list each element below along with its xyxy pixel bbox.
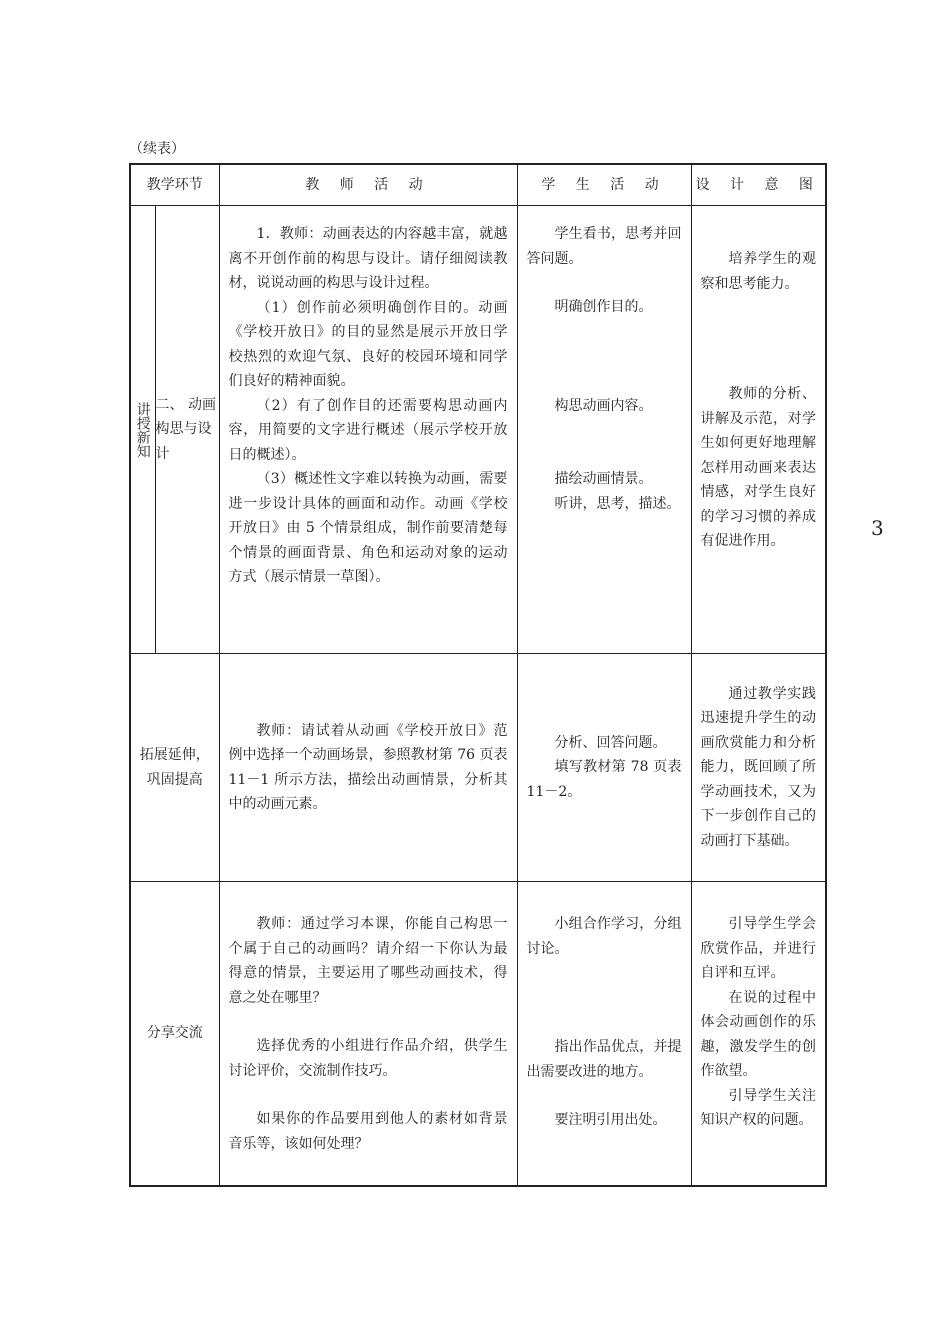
section-1-intent	[691, 206, 826, 654]
header-student: 学 生 活 动	[517, 164, 691, 206]
page-number: 3	[871, 516, 884, 540]
s2-intent-p1: 通过教学实践迅速提升学生的动画欣赏能力和分析能力，既回顾了所学动画技术，又为下一步创作自己的动画打下基础。	[700, 685, 816, 849]
section-3-student	[517, 882, 691, 1186]
s3-intent-p3: 引导学生关注知识产权的问题。	[700, 1087, 816, 1128]
s1-student-p1: 学生看书，思考并回答问题。	[526, 226, 682, 267]
s3-teacher-p3: 如果你的作品要用到他人的素材如背景音乐等，该如何处理？	[228, 1111, 508, 1152]
section-2-label: 拓展延伸，巩固提高	[130, 654, 219, 882]
header-stage: 教学环节	[130, 164, 219, 206]
section-2-intent	[691, 654, 826, 882]
section-2-teacher	[219, 654, 517, 882]
header-row	[130, 164, 826, 206]
section-row-1	[130, 206, 826, 654]
s2-student-p1: 分析、回答问题。	[554, 734, 667, 751]
s2-student-p2: 填写教材第 78 页表 11－2。	[526, 759, 682, 800]
section-row-3	[130, 882, 826, 1186]
section-3-label: 分享交流	[130, 882, 219, 1186]
section-1-label-text: 讲授新知	[134, 401, 151, 458]
s1-teacher-p1: 1．教师：动画表达的内容越丰富，就越离不开创作前的构思与设计。请仔细阅读教材，说说动画的构思与设计过程。	[228, 226, 508, 291]
table-caption: （续表）	[129, 141, 185, 157]
s1-student-p3: 构思动画内容。	[554, 397, 653, 414]
lesson-plan-table	[129, 163, 827, 1187]
header-teacher: 教 师 活 动	[219, 164, 517, 206]
s1-student-p4: 描绘动画情景。	[554, 471, 653, 487]
s1-teacher-p2: （1）创作前必须明确创作目的。动画《学校开放日》的目的显然是展示开放日学校热烈的欢迎气氛、良好的校园环境和同学们良好的精神面貌。	[228, 299, 508, 389]
s3-intent-p2: 在说的过程中体会动画创作的乐趣，激发学生的创作欲望。	[700, 989, 816, 1079]
section-1-label	[130, 206, 155, 654]
section-1-teacher	[219, 206, 517, 654]
section-3-teacher	[219, 882, 517, 1186]
s3-teacher-p2: 选择优秀的小组进行作品介绍，供学生讨论评价，交流制作技巧。	[228, 1038, 508, 1079]
s1-student-p5: 听讲，思考，描述。	[554, 495, 681, 512]
section-1-student	[517, 206, 691, 654]
s1-teacher-p4: （3）概述性文字难以转换为动画，需要进一步设计具体的画面和动作。动画《学校开放日》由 5 个情景组成，制作前要清楚每个情景的画面背景、角色和运动对象的运动方式（展示情景一草图）。	[228, 471, 508, 585]
s3-student-p1: 小组合作学习，分组讨论。	[526, 916, 682, 957]
section-3-intent	[691, 882, 826, 1186]
s2-teacher-p1: 教师：请试着从动画《学校开放日》范例中选择一个动画场景，参照教材第 76 页表 11－1 所示方法，描绘出动画情景，分析其中的动画元素。	[228, 722, 508, 812]
header-intent: 设 计 意 图	[691, 164, 826, 206]
s1-intent-p2: 教师的分析、讲解及示范，对学生如何更好地理解怎样用动画来表达情感，对学生良好的学习习惯的养成有促进作用。	[700, 386, 816, 549]
s1-teacher-p3: （2）有了创作目的还需要构思动画内容，用简要的文字进行概述（展示学校开放日的概述）。	[228, 397, 508, 463]
section-2-student	[517, 654, 691, 882]
s3-intent-p1: 引导学生学会欣赏作品，并进行自评和互评。	[700, 916, 816, 981]
s1-intent-p1: 培养学生的观察和思考能力。	[700, 251, 816, 292]
section-row-2	[130, 654, 826, 882]
s3-student-p2: 指出作品优点，并提出需要改进的地方。	[526, 1039, 682, 1080]
s3-student-p3: 要注明引用出处。	[554, 1112, 667, 1128]
section-1-sublabel: 二、 动画构思与设计	[155, 206, 219, 654]
s1-student-p2: 明确创作目的。	[554, 299, 653, 315]
s3-teacher-p1: 教师：通过学习本课，你能自己构思一个属于自己的动画吗？请介绍一下你认为最得意的情景，主要运用了哪些动画技术，得意之处在哪里？	[228, 916, 508, 1006]
